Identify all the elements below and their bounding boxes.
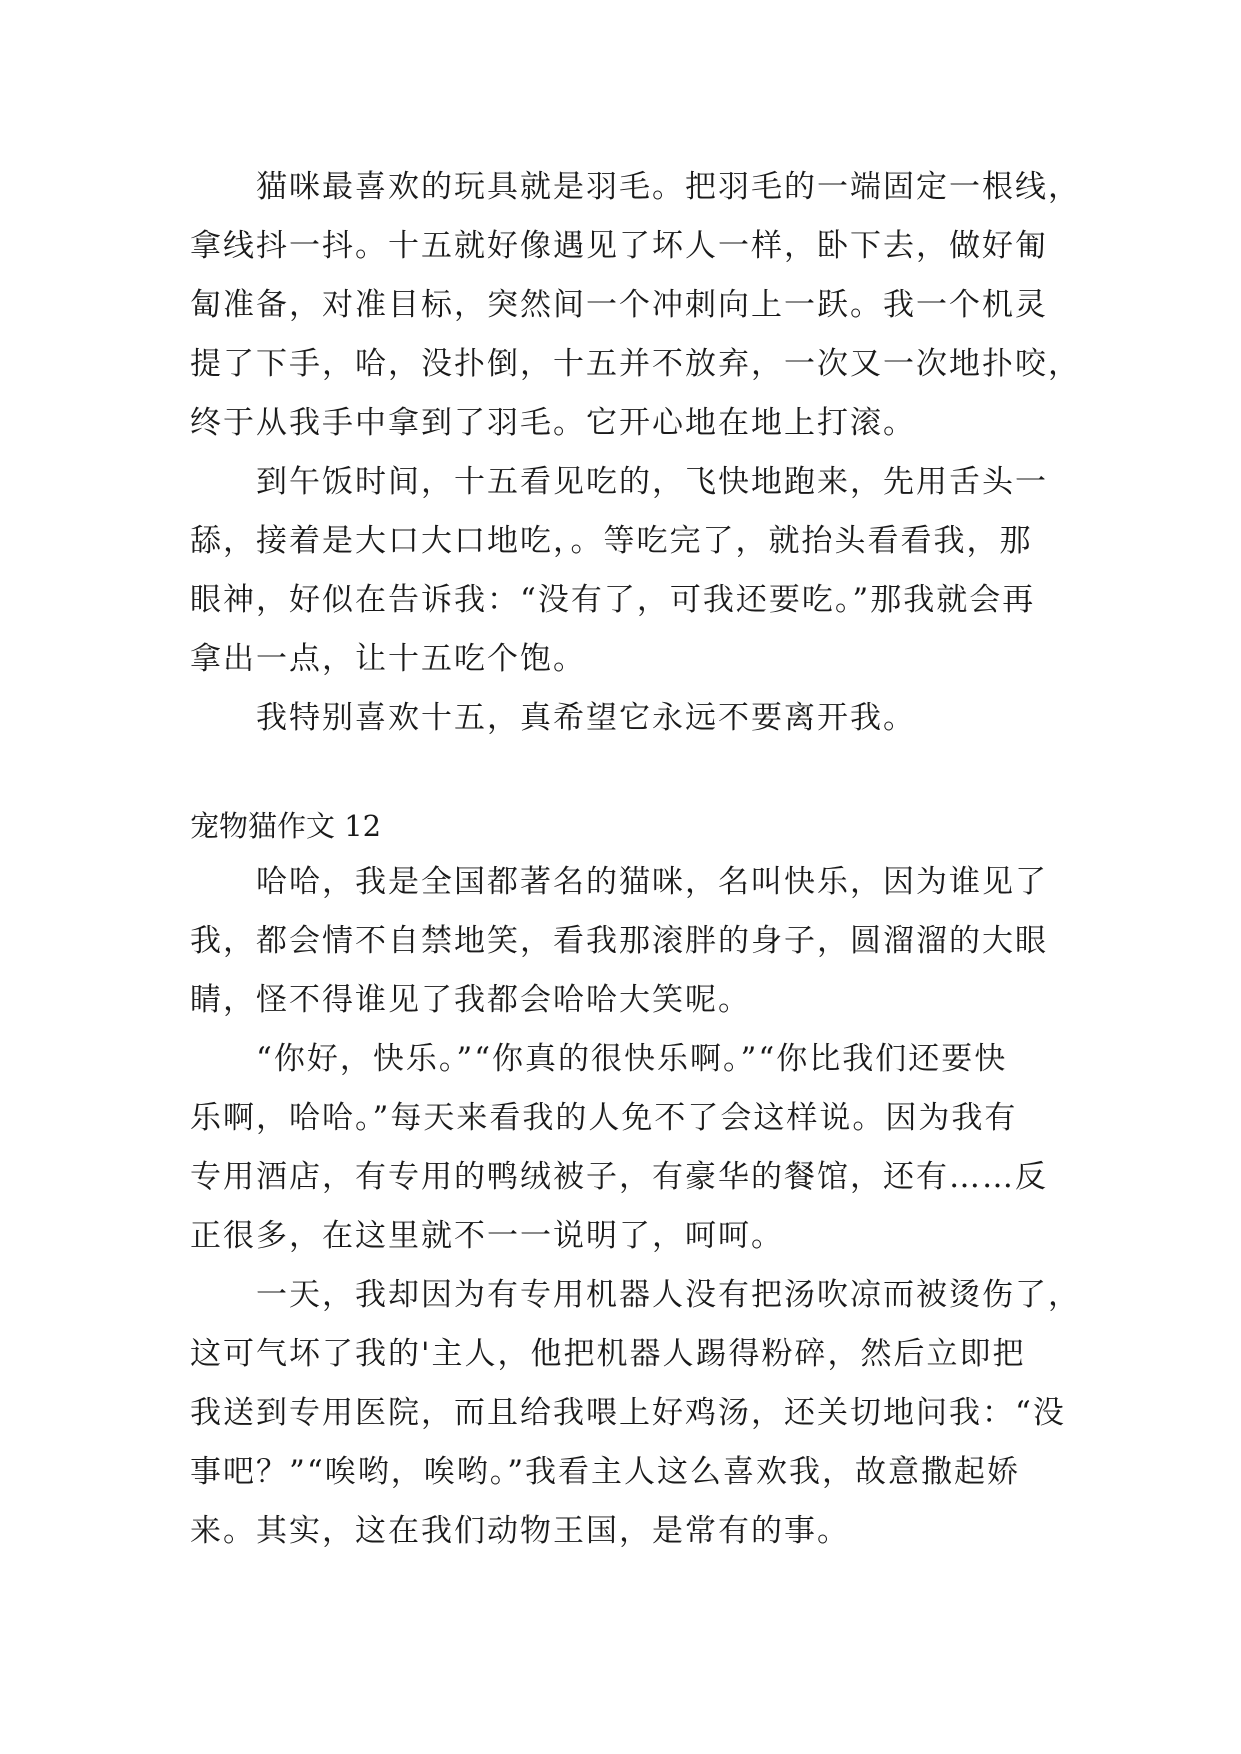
text-line: 我特别喜欢十五，真希望它永远不要离开我。	[256, 700, 916, 736]
text-line: 正很多，在这里就不一一说明了，呵呵。	[190, 1218, 784, 1254]
text-line: 提了下手，哈，没扑倒，十五并不放弃，一次又一次地扑咬，	[190, 346, 1081, 382]
paragraph	[190, 1030, 1070, 1266]
section-2	[190, 853, 1081, 1561]
text-line: 一天，我却因为有专用机器人没有把汤吹凉而被烫伤了，	[256, 1277, 1081, 1313]
text-line: 我送到专用医院，而且给我喂上好鸡汤，还关切地问我：“没	[190, 1395, 1066, 1431]
section-title: 宠物猫作文 12	[190, 809, 382, 843]
text-line: 这可气坏了我的'主人，他把机器人踢得粉碎，然后立即把	[190, 1336, 1026, 1372]
paragraph	[190, 1266, 1081, 1561]
text-line: 猫咪最喜欢的玩具就是羽毛。把羽毛的一端固定一根线，	[256, 169, 1081, 205]
paragraph	[190, 853, 1070, 1030]
paragraph	[190, 453, 1070, 689]
text-line: “你好，快乐。”“你真的很快乐啊。”“你比我们还要快	[256, 1041, 1008, 1077]
text-line: 事吧？”“唉哟，唉哟。”我看主人这么喜欢我，故意撒起娇	[190, 1454, 1021, 1490]
text-line: 匐准备，对准目标，突然间一个冲刺向上一跃。我一个机灵	[190, 287, 1048, 323]
paragraph	[190, 158, 1081, 453]
text-line: 舔，接着是大口大口地吃，。等吃完了，就抬头看看我，那	[190, 523, 1033, 559]
text-line: 拿出一点，让十五吃个饱。	[190, 641, 586, 677]
text-line: 到午饭时间，十五看见吃的，飞快地跑来，先用舌头一	[256, 464, 1048, 500]
text-line: 终于从我手中拿到了羽毛。它开心地在地上打滚。	[190, 405, 916, 441]
text-line: 哈哈，我是全国都著名的猫咪，名叫快乐，因为谁见了	[256, 864, 1048, 900]
paragraph	[190, 689, 1070, 748]
text-line: 眼神，好似在告诉我：“没有了，可我还要吃。”那我就会再	[190, 582, 1036, 618]
text-line: 拿线抖一抖。十五就好像遇见了坏人一样，卧下去，做好匍	[190, 228, 1048, 264]
text-line: 专用酒店，有专用的鸭绒被子，有豪华的餐馆，还有……反	[190, 1159, 1048, 1195]
text-line: 乐啊，哈哈。”每天来看我的人免不了会这样说。因为我有	[190, 1100, 1018, 1136]
section-2-heading	[190, 797, 1070, 856]
text-line: 睛，怪不得谁见了我都会哈哈大笑呢。	[190, 982, 751, 1018]
text-line: 来。其实，这在我们动物王国，是常有的事。	[190, 1513, 850, 1549]
text-line: 我，都会情不自禁地笑，看我那滚胖的身子，圆溜溜的大眼	[190, 923, 1048, 959]
section-1	[190, 158, 1081, 748]
